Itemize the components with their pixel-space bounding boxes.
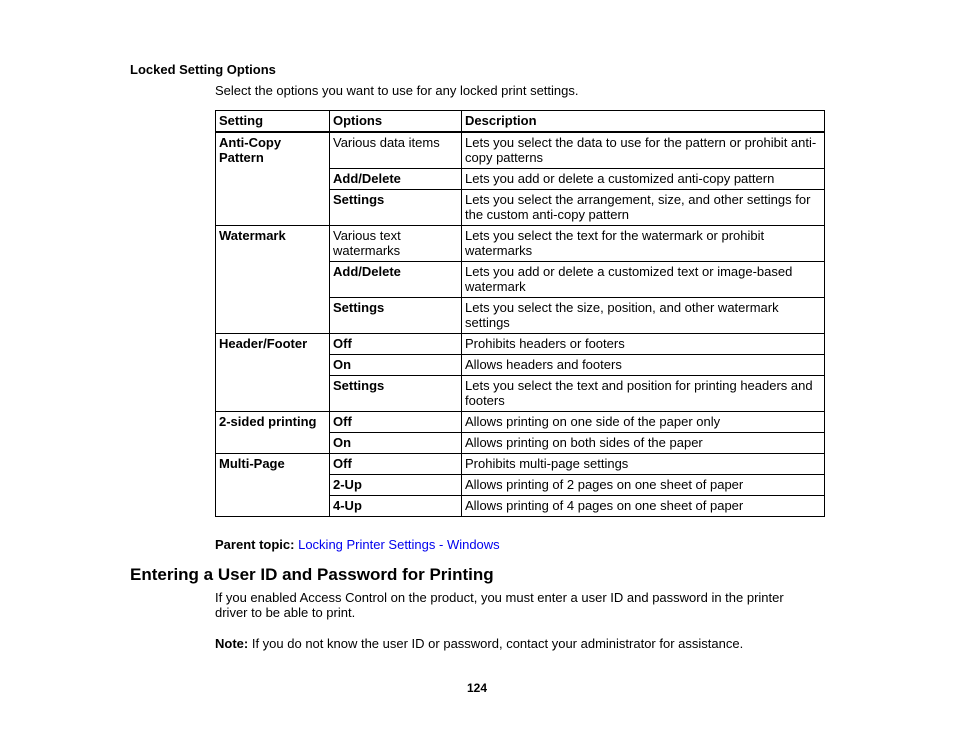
page-number: 124	[466, 681, 488, 695]
description-cell: Prohibits headers or footers	[462, 334, 825, 355]
description-cell: Lets you select the size, position, and other watermark settings	[462, 298, 825, 334]
setting-cell: 2-sided printing	[216, 412, 330, 454]
setting-cell: Anti-Copy Pattern	[216, 132, 330, 226]
option-cell: Various text watermarks	[330, 226, 462, 262]
setting-cell: Watermark	[216, 226, 330, 334]
description-cell: Lets you select the text and position for printing headers and footers	[462, 376, 825, 412]
table-body	[216, 132, 825, 517]
option-cell: Settings	[330, 298, 462, 334]
description-cell: Prohibits multi-page settings	[462, 454, 825, 475]
option-cell: Off	[330, 454, 462, 475]
parent-topic	[215, 537, 500, 552]
description-cell: Allows printing on one side of the paper only	[462, 412, 825, 433]
description-cell: Allows printing on both sides of the paper	[462, 433, 825, 454]
option-cell: Add/Delete	[330, 262, 462, 298]
option-cell: Settings	[330, 190, 462, 226]
setting-cell: Header/Footer	[216, 334, 330, 412]
header-setting: Setting	[216, 111, 330, 133]
option-cell: Add/Delete	[330, 169, 462, 190]
description-cell: Lets you add or delete a customized anti-copy pattern	[462, 169, 825, 190]
option-cell: Settings	[330, 376, 462, 412]
option-cell: On	[330, 433, 462, 454]
section-title: Locked Setting Options	[130, 62, 276, 77]
description-cell: Lets you select the arrangement, size, and other settings for the custom anti-copy pattern	[462, 190, 825, 226]
header-options: Options	[330, 111, 462, 133]
description-cell: Lets you add or delete a customized text or image-based watermark	[462, 262, 825, 298]
note-label: Note:	[215, 636, 249, 651]
note-text: If you do not know the user ID or password, contact your administrator for assistance.	[251, 636, 744, 651]
header-description: Description	[462, 111, 825, 133]
description-cell: Allows printing of 4 pages on one sheet of paper	[462, 496, 825, 517]
body-paragraph: If you enabled Access Control on the product, you must enter a user ID and password in the printer driver to be able to print.	[215, 590, 784, 620]
option-cell: On	[330, 355, 462, 376]
section-heading: Entering a User ID and Password for Printing	[130, 565, 494, 584]
table-row	[216, 132, 825, 169]
option-cell: 2-Up	[330, 475, 462, 496]
table-row	[216, 334, 825, 355]
setting-cell: Multi-Page	[216, 454, 330, 517]
option-cell: Various data items	[330, 132, 462, 169]
table-row	[216, 412, 825, 433]
intro-text: Select the options you want to use for any locked print settings.	[215, 83, 579, 98]
table-row	[216, 454, 825, 475]
description-cell: Lets you select the data to use for the pattern or prohibit anti-copy patterns	[462, 132, 825, 169]
description-cell: Allows headers and footers	[462, 355, 825, 376]
locked-settings-table	[215, 110, 825, 517]
option-cell: 4-Up	[330, 496, 462, 517]
description-cell: Lets you select the text for the watermark or prohibit watermarks	[462, 226, 825, 262]
option-cell: Off	[330, 334, 462, 355]
note	[215, 636, 743, 651]
parent-topic-label: Parent topic:	[215, 537, 295, 552]
table-row	[216, 226, 825, 262]
parent-topic-link[interactable]: Locking Printer Settings - Windows	[298, 537, 500, 552]
table-header-row	[216, 111, 825, 133]
option-cell: Off	[330, 412, 462, 433]
description-cell: Allows printing of 2 pages on one sheet of paper	[462, 475, 825, 496]
